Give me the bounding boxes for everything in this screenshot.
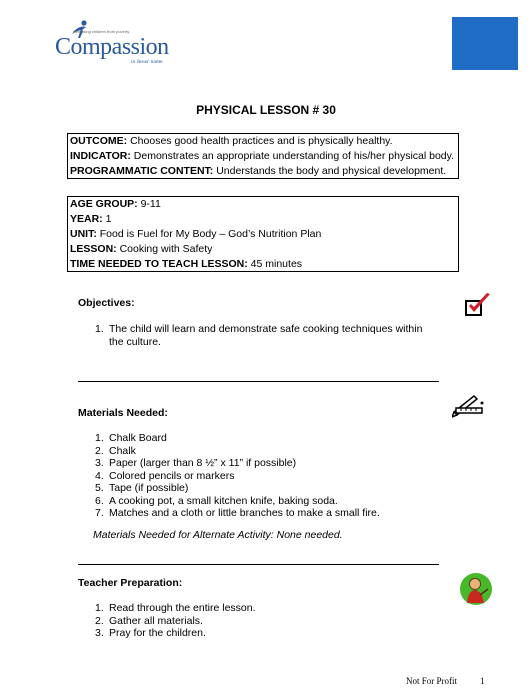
unit-line [68,227,458,242]
material-text: Chalk Board [109,432,167,444]
item-number: 5. [95,482,104,494]
time-label: TIME NEEDED TO TEACH LESSON: [70,258,248,270]
objective-text-line2: the culture. [109,335,161,348]
corner-blue-box [452,17,518,70]
logo-wordmark: Compassion [55,34,169,60]
material-text: Paper (larger than 8 ½” x 11” if possible) [109,457,297,469]
indicator-label: INDICATOR: [70,150,131,162]
list-item [78,495,458,508]
indicator-line [68,149,458,164]
section-divider [78,564,439,565]
item-number: 7. [95,507,104,519]
list-item [78,602,458,615]
preparation-text: Read through the entire lesson. [109,602,256,614]
programmatic-line [68,164,458,179]
section-divider [78,381,439,382]
unit-label: UNIT: [70,228,97,240]
item-number: 1. [95,602,104,614]
item-number: 2. [95,614,104,627]
time-line [68,257,458,272]
indicator-value: Demonstrates an appropriate understanding of his/her physical body. [130,150,455,162]
lesson-label: LESSON: [70,243,117,255]
age-value: 9-11 [137,198,161,210]
item-number: 1. [95,432,104,444]
footer-not-for-profit: Not For Profit [406,676,458,686]
item-number: 3. [95,627,104,639]
logo-tagline: Releasing children from poverty [73,29,130,34]
objectives-heading: Objectives: [78,297,135,309]
material-text: Matches and a cloth or little branches to make a small fire. [109,507,380,519]
outcome-line [68,134,458,149]
logo-subline: in Jesus' name [131,59,163,65]
age-label: AGE GROUP: [70,198,138,210]
compassion-logo [55,24,175,69]
list-item [78,432,458,445]
page-title: PHYSICAL LESSON # 30 [196,103,336,117]
list-item [78,470,458,483]
programmatic-label: PROGRAMMATIC CONTENT: [70,165,214,177]
list-item [78,323,448,348]
item-number: 4. [95,469,104,482]
list-item [78,457,458,470]
material-text: Chalk [109,444,136,457]
pencil-ruler-icon [452,394,486,418]
list-item [78,445,458,458]
preparation-text: Pray for the children. [109,627,206,639]
item-number: 3. [95,457,104,469]
materials-heading: Materials Needed: [78,407,168,419]
item-number: 2. [95,444,104,457]
alternate-materials-note: Materials Needed for Alternate Activity: None needed. [93,529,343,541]
checkbox-check-icon [464,293,492,319]
lesson-value: Cooking with Safety [116,243,213,255]
teacher-icon [458,571,494,607]
outcome-box [67,133,459,179]
preparation-heading: Teacher Preparation: [78,577,183,589]
programmatic-value: Understands the body and physical development. [213,165,447,177]
preparation-list [78,602,458,640]
lesson-line [68,242,458,257]
year-label: YEAR: [70,213,103,225]
material-text: Tape (if possible) [109,482,189,494]
list-item [78,507,458,520]
list-item [78,627,458,640]
unit-value: Food is Fuel for My Body – God’s Nutrition Plan [96,228,322,240]
list-item [78,615,458,628]
item-number: 1. [95,323,104,335]
list-item [78,482,458,495]
lesson-details-box [67,196,459,272]
preparation-text: Gather all materials. [109,614,203,627]
material-text: Colored pencils or markers [109,469,235,482]
outcome-label: OUTCOME: [70,135,128,147]
year-value: 1 [102,213,112,225]
time-value: 45 minutes [247,258,303,270]
outcome-value: Chooses good health practices and is physically healthy. [127,135,393,147]
age-line [68,197,458,212]
objective-text-line1: The child will learn and demonstrate safe cooking techniques within [109,323,423,335]
material-text: A cooking pot, a small kitchen knife, baking soda. [109,494,338,507]
page-number: 1 [480,676,485,686]
materials-list [78,432,458,520]
item-number: 6. [95,494,104,507]
year-line [68,212,458,227]
objectives-list [78,323,448,348]
